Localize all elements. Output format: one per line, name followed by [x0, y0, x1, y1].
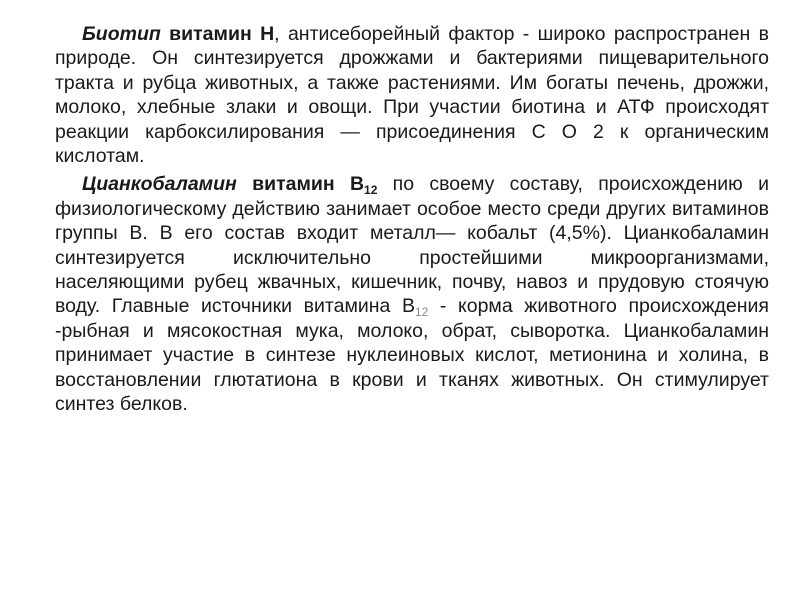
paragraph-cyanocobalamin: [55, 172, 769, 416]
term-cyanocobalamin: Цианкобаламин: [82, 173, 237, 196]
paragraph-cyanocobalamin-text-2: - корма животного происхождения -рыбная и мясокостная мука, молоко, обрат, сыворотка. Цианкобаламин принимает участие в синтезе нуклеиновых кислот, метионина и холина, в восстановлении глютатиона в крови и тканях животных. Он стимулирует синтез белков.: [55, 295, 769, 416]
heading-vitamin-h: витамин Н: [160, 23, 275, 45]
b12-subscript: 12: [414, 305, 429, 320]
heading-b12-subscript: 12: [364, 183, 378, 198]
term-biotin: Биотип: [82, 23, 161, 45]
heading-vitamin-b12: витамин В: [236, 173, 365, 196]
paragraph-biotin-text: , антисеборейный фактор - широко распространен в природе. Он синтезируется дрожжами и бактериями пищеварительного тракта и рубца животных, а также растениями. Им богаты печень, дрожжи, молоко, хлебные злаки и овощи. При участии биотина и АТФ происходят реакции карбоксилирования — присоединения С О 2 к органическим кислотам.: [55, 23, 770, 168]
document-page: [55, 22, 769, 417]
paragraph-biotin: [55, 22, 769, 168]
paragraph-cyanocobalamin-text-1: по своему составу, происхождению и физиологическому действию занимает особое место среди других витаминов группы В. В его состав входит металл— кобальт (4,5%). Цианкобаламин синтезируется исключительно простейшими микроорганизмами, населяющими рубец жвачных, кишечник, почву, навоз и прудовую стоячую воду. Главные источники витамина В: [55, 173, 769, 318]
